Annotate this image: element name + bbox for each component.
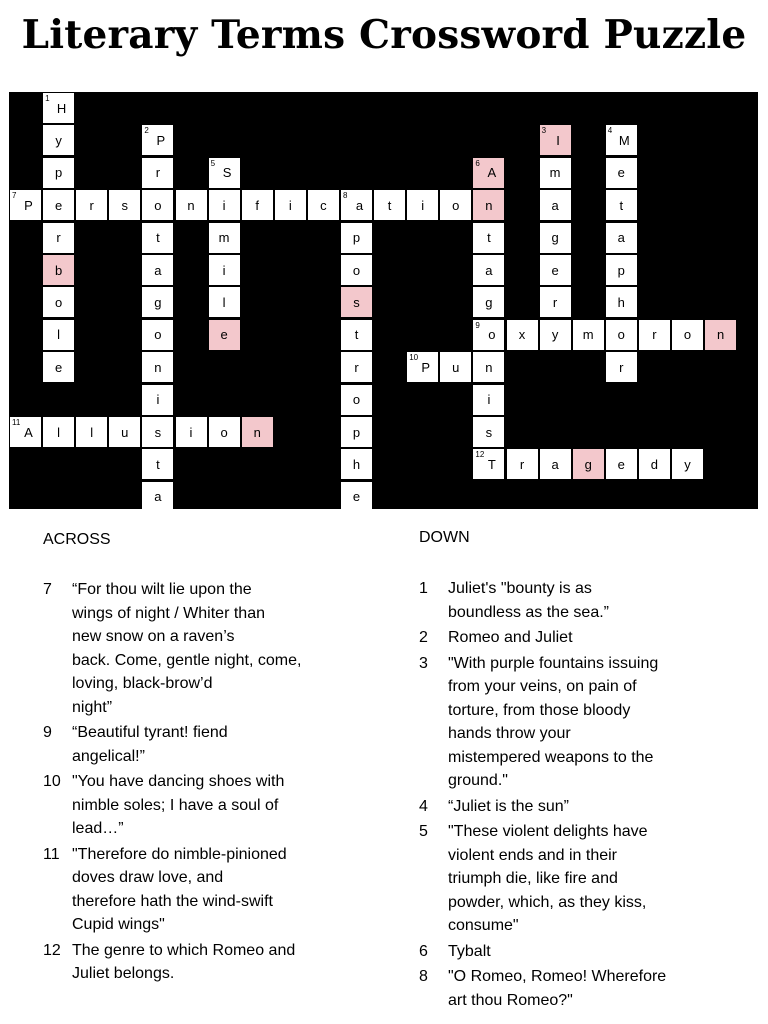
page-title: Literary Terms Crossword Puzzle — [21, 12, 747, 58]
cell-letter: p — [352, 424, 361, 440]
grid-cell[interactable] — [43, 190, 74, 220]
cell-letter: p — [54, 165, 63, 181]
grid-cell[interactable] — [540, 287, 571, 317]
clue-item — [43, 939, 343, 986]
grid-cell[interactable] — [374, 190, 405, 220]
cell-letter: a — [617, 230, 625, 246]
grid-cell[interactable] — [176, 190, 207, 220]
clue-item — [419, 795, 719, 819]
grid-cell[interactable] — [540, 190, 571, 220]
cell-letter: a — [154, 489, 162, 505]
cell-letter: P — [24, 197, 33, 213]
cell-letter: s — [121, 197, 129, 213]
grid-cell[interactable] — [606, 158, 637, 188]
clue-text: Tybalt — [448, 942, 491, 960]
clue-number: 10 — [43, 773, 61, 790]
clue-item — [43, 770, 343, 841]
grid-cell[interactable] — [341, 385, 372, 415]
clue-text: The genre to which Romeo and Juliet belongs. — [72, 941, 296, 982]
cell-letter: y — [55, 132, 62, 148]
grid-cell[interactable] — [606, 125, 637, 155]
clue-item — [43, 578, 343, 719]
cell-letter: u — [452, 359, 460, 375]
cell-letter: M — [618, 132, 630, 148]
grid-cell[interactable] — [209, 255, 240, 285]
cell-letter: o — [683, 327, 692, 343]
grid-cell[interactable] — [473, 223, 504, 253]
grid-cell[interactable] — [275, 190, 306, 220]
grid-cell[interactable] — [176, 417, 207, 447]
grid-cell[interactable] — [242, 190, 273, 220]
cell-letter: s — [353, 294, 360, 310]
clue-number: 11 — [43, 845, 60, 863]
clue-number: 12 — [475, 450, 485, 460]
cell-letter: P — [156, 132, 166, 148]
cell-letter: n — [485, 359, 493, 375]
grid-cell[interactable] — [43, 223, 74, 253]
cell-letter: p — [617, 262, 625, 278]
clue-item — [43, 843, 343, 937]
cell-letter: o — [452, 197, 460, 213]
clue-number: 11 — [12, 418, 21, 427]
grid-cell[interactable] — [43, 255, 74, 285]
cell-letter: i — [288, 197, 292, 213]
grid-cell[interactable] — [606, 449, 637, 479]
down-heading: DOWN — [419, 529, 470, 546]
cell-letter: n — [716, 327, 725, 343]
grid-cell[interactable] — [473, 417, 504, 447]
grid-cell[interactable] — [473, 449, 504, 479]
clue-number: 8 — [419, 968, 428, 985]
cell-letter: a — [485, 262, 493, 278]
grid-cell[interactable] — [540, 223, 571, 253]
clue-text: “For thou wilt lie upon the wings of night / Whiter than new snow on a raven’s back. Come, gentle night, come, loving, black-brow’d night” — [72, 581, 302, 716]
clue-item — [419, 626, 719, 650]
grid-cell[interactable] — [109, 190, 140, 220]
clue-number: 4 — [419, 797, 428, 815]
grid-cell[interactable] — [540, 125, 571, 155]
grid-cell[interactable] — [142, 352, 173, 382]
cell-letter: g — [154, 294, 162, 310]
grid-cell[interactable] — [341, 287, 372, 317]
clue-number: 7 — [12, 191, 17, 201]
grid-cell[interactable] — [209, 287, 240, 317]
clue-text: Juliet's "bounty is as boundless as the sea.” — [448, 580, 609, 621]
grid-cell[interactable] — [76, 190, 107, 220]
grid-cell[interactable] — [341, 190, 372, 220]
grid-cell[interactable] — [473, 158, 504, 188]
clue-number: 4 — [607, 126, 613, 136]
clue-number: 9 — [475, 320, 480, 330]
cell-letter: x — [518, 327, 526, 343]
cell-letter: a — [551, 197, 559, 213]
grid-cell[interactable] — [407, 190, 438, 220]
clue-number: 1 — [45, 94, 50, 103]
clue-item — [419, 940, 719, 964]
cell-letter: o — [154, 327, 162, 343]
clue-item — [43, 721, 343, 768]
cell-letter: g — [584, 456, 592, 472]
clue-number: 6 — [475, 158, 480, 168]
clue-text: Romeo and Juliet — [448, 629, 573, 646]
grid-cell[interactable] — [440, 190, 471, 220]
cell-letter: u — [121, 424, 129, 440]
grid-cell[interactable] — [341, 223, 372, 253]
grid-cell[interactable] — [43, 287, 74, 317]
cell-letter: r — [155, 165, 161, 181]
cell-letter: o — [352, 262, 361, 278]
cell-letter: A — [487, 165, 497, 181]
grid-cell[interactable] — [606, 190, 637, 220]
grid-cell[interactable] — [209, 158, 240, 188]
clue-number: 5 — [419, 823, 428, 840]
grid-cell[interactable] — [43, 125, 74, 155]
grid-cell[interactable] — [142, 482, 173, 512]
cell-letter: e — [617, 456, 625, 472]
cell-letter: t — [354, 327, 359, 343]
cell-letter: e — [220, 327, 228, 343]
cell-letter: H — [56, 100, 67, 116]
cell-letter: r — [552, 294, 558, 310]
clue-item — [419, 652, 719, 793]
cell-letter: S — [222, 165, 232, 181]
cell-letter: f — [255, 197, 259, 213]
grid-cell[interactable] — [473, 255, 504, 285]
grid-cell[interactable] — [540, 255, 571, 285]
cell-letter: n — [154, 359, 162, 375]
clue-number: 1 — [419, 580, 428, 597]
clue-number: 9 — [43, 724, 52, 741]
grid-cell[interactable] — [473, 352, 504, 382]
cell-letter: o — [488, 327, 496, 343]
cell-letter: r — [89, 197, 94, 213]
cell-letter: y — [684, 456, 691, 472]
grid-cell[interactable] — [540, 320, 571, 350]
cell-letter: s — [485, 424, 493, 440]
cell-letter: h — [352, 456, 361, 472]
grid-cell[interactable] — [507, 320, 538, 350]
cell-letter: o — [617, 327, 625, 343]
cell-letter: y — [551, 327, 559, 343]
cell-letter: r — [519, 456, 525, 472]
cell-letter: p — [352, 230, 361, 246]
clue-number: 2 — [419, 629, 428, 646]
grid-cell[interactable] — [142, 190, 173, 220]
cell-letter: e — [352, 489, 361, 505]
grid-cell[interactable] — [43, 417, 74, 447]
grid-cell[interactable] — [142, 449, 173, 479]
grid-cell[interactable] — [606, 287, 637, 317]
cell-letter: t — [487, 230, 491, 246]
grid-cell[interactable] — [341, 417, 372, 447]
grid-cell[interactable] — [76, 417, 107, 447]
grid-cell[interactable] — [43, 158, 74, 188]
cell-letter: s — [154, 424, 162, 440]
cell-letter: m — [582, 327, 594, 343]
cell-letter: t — [156, 456, 160, 472]
clue-text: “Beautiful tyrant! fiend angelical!” — [72, 724, 228, 765]
cell-letter: c — [320, 197, 327, 213]
cell-letter: i — [189, 424, 193, 440]
clue-item — [419, 577, 719, 624]
grid-cell[interactable] — [142, 385, 173, 415]
grid-cell[interactable] — [341, 320, 372, 350]
cell-letter: i — [156, 392, 160, 408]
grid-cell[interactable] — [672, 449, 703, 479]
crossword-grid — [9, 92, 758, 509]
grid-cell[interactable] — [606, 352, 637, 382]
grid-cell[interactable] — [142, 255, 173, 285]
clue-number: 7 — [43, 581, 52, 598]
clue-number: 2 — [144, 126, 149, 136]
cell-letter: i — [487, 392, 491, 408]
cell-letter: t — [387, 197, 392, 213]
grid-cell[interactable] — [308, 190, 339, 220]
grid-cell[interactable] — [473, 287, 504, 317]
cell-letter: i — [222, 197, 226, 213]
cell-letter: n — [485, 197, 493, 213]
grid-cell[interactable] — [507, 449, 538, 479]
cell-letter: i — [421, 197, 425, 213]
cell-letter: e — [54, 359, 63, 375]
grid-cell[interactable] — [573, 449, 604, 479]
clue-text: "Therefore do nimble-pinioned doves draw love, and therefore hath the wind-swift Cupid wings" — [72, 845, 287, 933]
grid-cell[interactable] — [242, 417, 273, 447]
grid-cell[interactable] — [43, 93, 74, 123]
clue-number: 5 — [210, 158, 216, 168]
grid-cell[interactable] — [209, 417, 240, 447]
cell-letter: l — [57, 424, 61, 440]
grid-cell[interactable] — [573, 320, 604, 350]
grid-cell[interactable] — [606, 223, 637, 253]
cell-letter: r — [652, 327, 657, 343]
cell-letter: r — [354, 359, 359, 375]
grid-cell[interactable] — [473, 385, 504, 415]
clue-number: 3 — [419, 654, 428, 672]
grid-cell[interactable] — [142, 320, 173, 350]
cell-letter: t — [619, 197, 624, 213]
grid-cell[interactable] — [142, 287, 173, 317]
grid-cell[interactable] — [639, 320, 670, 350]
cell-letter: o — [352, 392, 361, 408]
grid-cell[interactable] — [606, 255, 637, 285]
grid-cell[interactable] — [672, 320, 703, 350]
grid-cell[interactable] — [540, 449, 571, 479]
cell-letter: o — [154, 197, 162, 213]
cell-letter: T — [487, 456, 496, 472]
cell-letter: n — [253, 424, 261, 440]
grid-cell[interactable] — [142, 158, 173, 188]
clue-number: 3 — [541, 126, 547, 136]
clue-text: "You have dancing shoes with nimble soles; I have a soul of lead…” — [72, 773, 285, 837]
cell-letter: a — [154, 262, 162, 278]
cell-letter: o — [220, 424, 228, 440]
cell-letter: g — [485, 294, 493, 310]
grid-cell[interactable] — [43, 352, 74, 382]
across-heading: ACROSS — [43, 531, 111, 548]
clue-text: "With purple fountains issuing from your veins, on pain of torture, from those bloody hands throw your mistempered weapons to the ground." — [448, 654, 659, 789]
cell-letter: d — [650, 456, 658, 472]
grid-cell[interactable] — [540, 158, 571, 188]
grid-cell[interactable] — [440, 352, 471, 382]
cell-letter: a — [355, 197, 364, 213]
grid-cell[interactable] — [639, 449, 670, 479]
cell-letter: P — [421, 359, 431, 375]
grid-cell[interactable] — [142, 417, 173, 447]
grid-cell[interactable] — [209, 190, 240, 220]
cell-letter: r — [56, 230, 61, 246]
clue-text: “Juliet is the sun” — [448, 797, 569, 815]
grid-cell[interactable] — [407, 352, 438, 382]
grid-cell[interactable] — [142, 223, 173, 253]
cell-letter: a — [551, 456, 559, 472]
grid-cell[interactable] — [473, 320, 504, 350]
cell-letter: b — [54, 262, 63, 278]
clue-number: 10 — [409, 353, 419, 363]
clue-item — [419, 965, 719, 1012]
cell-letter: I — [556, 132, 560, 148]
clue-number: 6 — [419, 942, 428, 960]
grid-cell[interactable] — [341, 255, 372, 285]
clue-number: 12 — [43, 941, 61, 959]
clue-item — [419, 820, 719, 938]
clue-text: "O Romeo, Romeo! Wherefore art thou Romeo?" — [448, 968, 667, 1009]
clue-number: 8 — [343, 191, 348, 201]
cell-letter: r — [619, 359, 624, 375]
cell-letter: t — [156, 230, 160, 246]
cell-letter: n — [187, 197, 195, 213]
grid-cell[interactable] — [606, 320, 637, 350]
cell-letter: l — [90, 424, 94, 440]
grid-cell[interactable] — [473, 190, 504, 220]
cell-letter: e — [551, 262, 559, 278]
grid-cell[interactable] — [109, 417, 140, 447]
cell-letter: A — [24, 424, 33, 440]
grid-cell[interactable] — [209, 223, 240, 253]
cell-letter: h — [617, 294, 625, 310]
cell-letter: e — [54, 197, 63, 213]
cell-letter: l — [222, 294, 226, 310]
grid-cell[interactable] — [10, 190, 41, 220]
cell-letter: m — [218, 230, 230, 246]
cell-letter: e — [617, 165, 625, 181]
clue-text: "These violent delights have violent ends and in their triumph die, like fire and powder, which, as they kiss, consume" — [448, 823, 648, 934]
grid-cell[interactable] — [209, 320, 240, 350]
grid-cell[interactable] — [341, 482, 372, 512]
grid-cell[interactable] — [705, 320, 736, 350]
cell-letter: g — [551, 230, 559, 246]
cell-letter: i — [222, 262, 226, 278]
grid-cell[interactable] — [341, 449, 372, 479]
grid-cell[interactable] — [142, 125, 173, 155]
grid-cell[interactable] — [43, 320, 74, 350]
cell-letter: l — [57, 327, 61, 343]
cell-letter: o — [54, 294, 63, 310]
grid-cell[interactable] — [10, 417, 41, 447]
grid-cell[interactable] — [341, 352, 372, 382]
cell-letter: m — [549, 165, 561, 181]
